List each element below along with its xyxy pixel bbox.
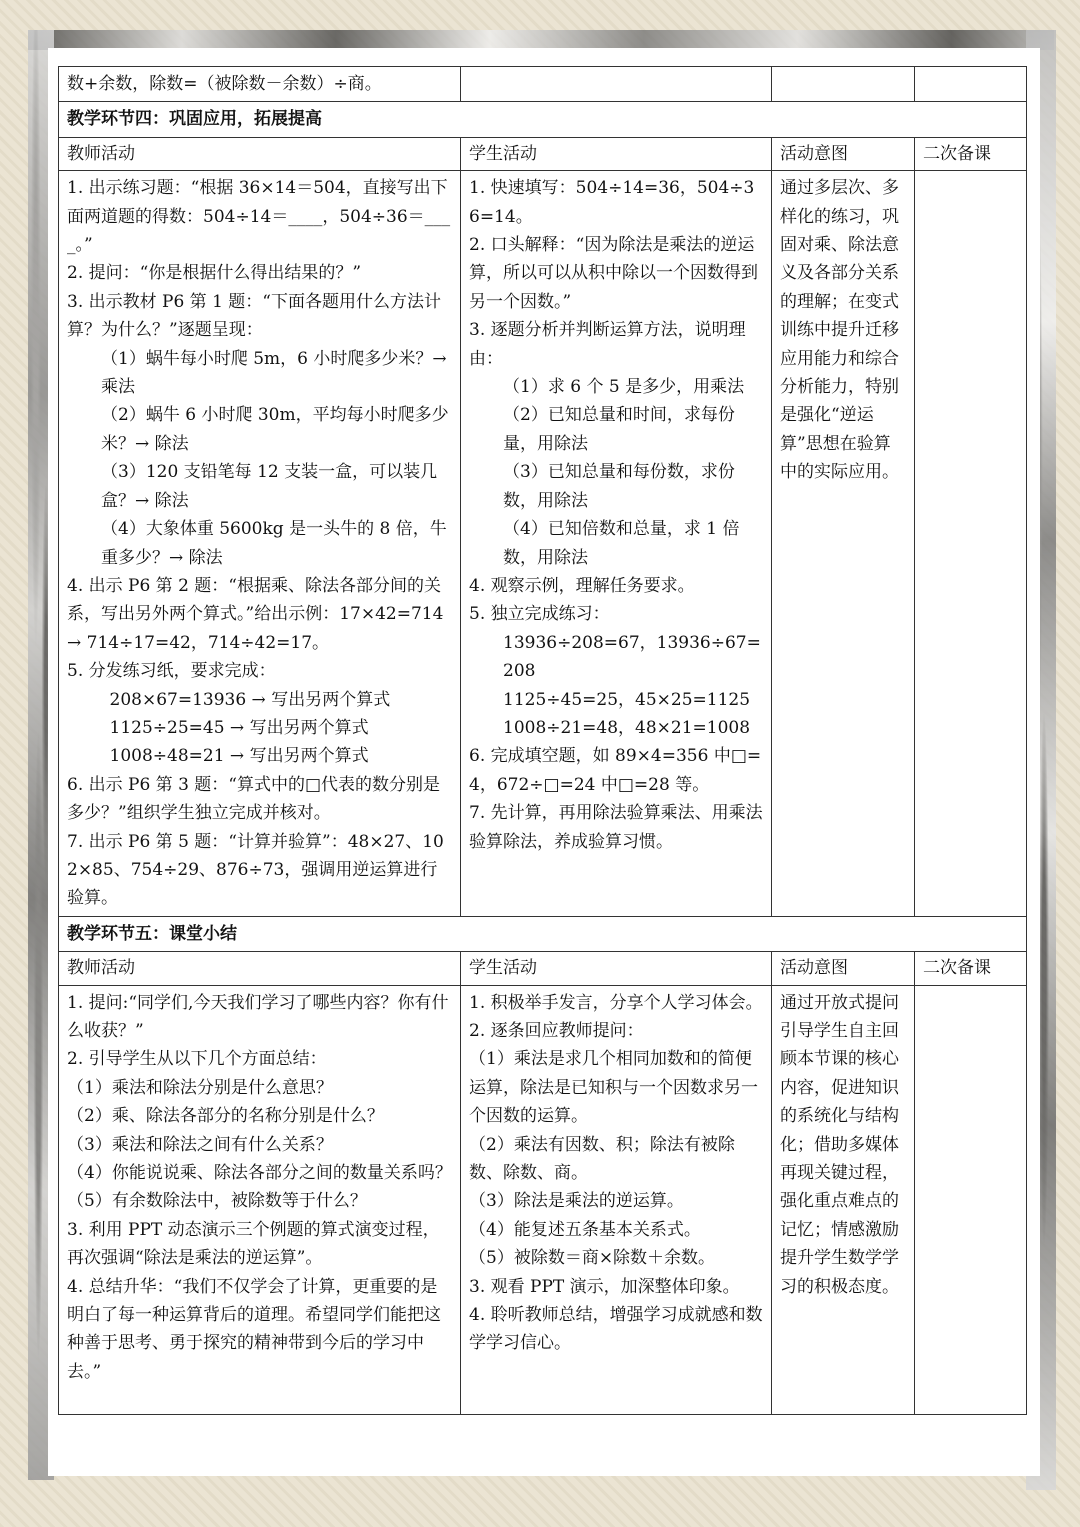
student-exercise: 1008÷21=48，48×21=1008 [503,717,751,738]
teacher-subitem: （2）乘、除法各部分的名称分别是什么？ [67,1106,384,1127]
continuation-student-cell [461,67,772,102]
continuation-intent-cell [772,67,915,102]
section5-content-row [59,985,1027,1414]
teacher-item: 4. 总结升华：“我们不仅学会了计算，更重要的是明白了每一种运算背后的道理。希望同学们能把这种善于思考、勇于探究的精神带到今后的学习中去。” [67,1276,441,1382]
teacher-item: 5. 分发练习纸，要求完成： [67,661,276,682]
student-subitem: （2）已知总量和时间，求每份量，用除法 [503,405,735,454]
student-item: 7. 先计算，再用除法验算乘法、用乘法验算除法，养成验算习惯。 [469,803,763,852]
teacher-item: 3. 出示教材 P6 第 1 题：“下面各题用什么方法计算？为什么？”逐题呈现： [67,291,441,341]
continuation-notes-cell [915,67,1027,102]
teacher-exercise: 208×67=13936 → 写出另两个算式 [109,689,391,710]
student-item: 2. 逐条回应教师提问： [469,1021,644,1041]
section5-title: 教学环节五：课堂小结 [59,916,1027,951]
student-item: 6. 完成填空题，如 89×4=356 中□=4，672÷□=24 中□=28 等。 [469,746,762,795]
teacher-exercise: 1125÷25=45 → 写出另两个算式 [109,717,369,738]
student-item: 3. 逐题分析并判断运算方法，说明理由： [469,320,746,369]
section4-teacher-cell [59,171,461,917]
student-subitem: （4）已知倍数和总量，求 1 倍数，用除法 [503,519,740,568]
student-subitem: （3）已知总量和每份数，求份数，用除法 [503,462,735,511]
header-second-prep: 二次备课 [915,137,1027,170]
student-item: 1. 快速填写：504÷14=36，504÷36=14。 [469,178,755,227]
teacher-item: 2. 提问：“你是根据什么得出结果的？” [67,263,362,284]
section5-teacher-cell [59,985,461,1414]
section4-intent-cell: 通过多层次、多样化的练习，巩固对乘、除法意义及各部分关系的理解；在变式训练中提升迁移应用能力和综合分析能力，特别是强化“逆运算”思想在验算中的实际应用。 [772,171,915,917]
teacher-item: 2. 引导学生从以下几个方面总结： [67,1049,327,1070]
section5-student-cell [461,985,772,1414]
student-subitem: （1）乘法是求几个相同加数和的简便运算，除法是已知积与一个因数求另一个因数的运算。 [469,1049,758,1127]
header-student-activity: 学生活动 [461,952,772,985]
teacher-item: 6. 出示 P6 第 3 题：“算式中的□代表的数分别是多少？”组织学生独立完成并核对。 [67,774,441,824]
marble-border-top [28,30,1054,50]
header-teacher-activity: 教师活动 [59,137,461,170]
section4-title: 教学环节四：巩固应用，拓展提高 [59,102,1027,137]
header-teacher-activity: 教师活动 [59,952,461,985]
student-subitem: （1）求 6 个 5 是多少，用乘法 [503,377,745,398]
section5-intent-cell: 通过开放式提问引导学生自主回顾本节课的核心内容，促进知识的系统化与结构化；借助多媒体再现关键过程，强化重点难点的记忆；情感激励提升学生数学学习的积极态度。 [772,985,915,1414]
section4-content-row [59,171,1027,917]
student-subitem: （5）被除数＝商×除数＋余数。 [469,1248,716,1269]
section4-notes-cell [915,171,1027,917]
header-student-activity: 学生活动 [461,137,772,170]
student-subitem: （4）能复述五条基本关系式。 [469,1219,701,1240]
student-exercise: 13936÷208=67，13936÷67=208 [503,632,761,682]
teacher-item: 4. 出示 P6 第 2 题：“根据乘、除法各部分间的关系，写出另外两个算式。”给出示例：17×42=714 → 714÷17=42，714÷42=17。 [67,575,444,653]
header-activity-intent: 活动意图 [772,952,915,985]
section4-student-cell [461,171,772,917]
student-subitem: （3）除法是乘法的逆运算。 [469,1191,684,1212]
section5-title-row [59,916,1027,951]
student-item: 5. 独立完成练习： [469,604,610,625]
teacher-subitem: （1）蜗牛每小时爬 5m，6 小时爬多少米？→ 乘法 [101,348,447,398]
section4-title-row [59,102,1027,137]
section4-header-row [59,137,1027,170]
section5-header-row [59,952,1027,985]
student-subitem: （2）乘法有因数、积；除法有被除数、除数、商。 [469,1134,735,1184]
continuation-row [59,67,1027,102]
teacher-subitem: （4）你能说说乘、除法各部分之间的数量关系吗？ [67,1163,452,1184]
teacher-item: 7. 出示 P6 第 5 题：“计算并验算”：48×27、102×85、754÷29、876÷73，强调用逆运算进行验算。 [67,831,444,909]
student-item: 4. 聆听教师总结，增强学习成就感和数学学习信心。 [469,1305,763,1354]
student-item: 1. 积极举手发言，分享个人学习体会。 [469,992,763,1013]
teacher-subitem: （5）有余数除法中，被除数等于什么？ [67,1191,367,1212]
teacher-exercise: 1008÷48=21 → 写出另两个算式 [109,746,369,767]
header-second-prep: 二次备课 [915,952,1027,985]
student-item: 3. 观看 PPT 演示，加深整体印象。 [469,1276,740,1297]
continuation-teacher-cell: 数+余数，除数=（被除数－余数）÷商。 [59,67,461,102]
section5-notes-cell [915,985,1027,1414]
teacher-subitem: （3）乘法和除法之间有什么关系？ [67,1134,333,1155]
teacher-item: 1. 提问:“同学们,今天我们学习了哪些内容？你有什么收获？” [67,992,449,1041]
student-item: 4. 观察示例，理解任务要求。 [469,575,695,596]
teacher-subitem: （4）大象体重 5600kg 是一头牛的 8 倍，牛重多少？→ 除法 [101,519,447,568]
teacher-subitem: （2）蜗牛 6 小时爬 30m，平均每小时爬多少米？→ 除法 [101,405,449,454]
student-exercise: 1125÷45=25，45×25=1125 [503,689,751,710]
teacher-item: 1. 出示练习题：“根据 36×14＝504，直接写出下面两道题的得数：504÷14＝____，504÷36＝____。” [67,178,451,256]
teacher-subitem: （3）120 支铅笔每 12 支装一盒，可以装几盒？→ 除法 [101,462,438,511]
teacher-item: 3. 利用 PPT 动态演示三个例题的算式演变过程，再次强调“除法是乘法的逆运算”。 [67,1219,440,1269]
lesson-plan-table [58,66,1027,1415]
teacher-subitem: （1）乘法和除法分别是什么意思？ [67,1077,333,1098]
student-item: 2. 口头解释：“因为除法是乘法的逆运算，所以可以从积中除以一个因数得到另一个因数。” [469,235,758,312]
header-activity-intent: 活动意图 [772,137,915,170]
